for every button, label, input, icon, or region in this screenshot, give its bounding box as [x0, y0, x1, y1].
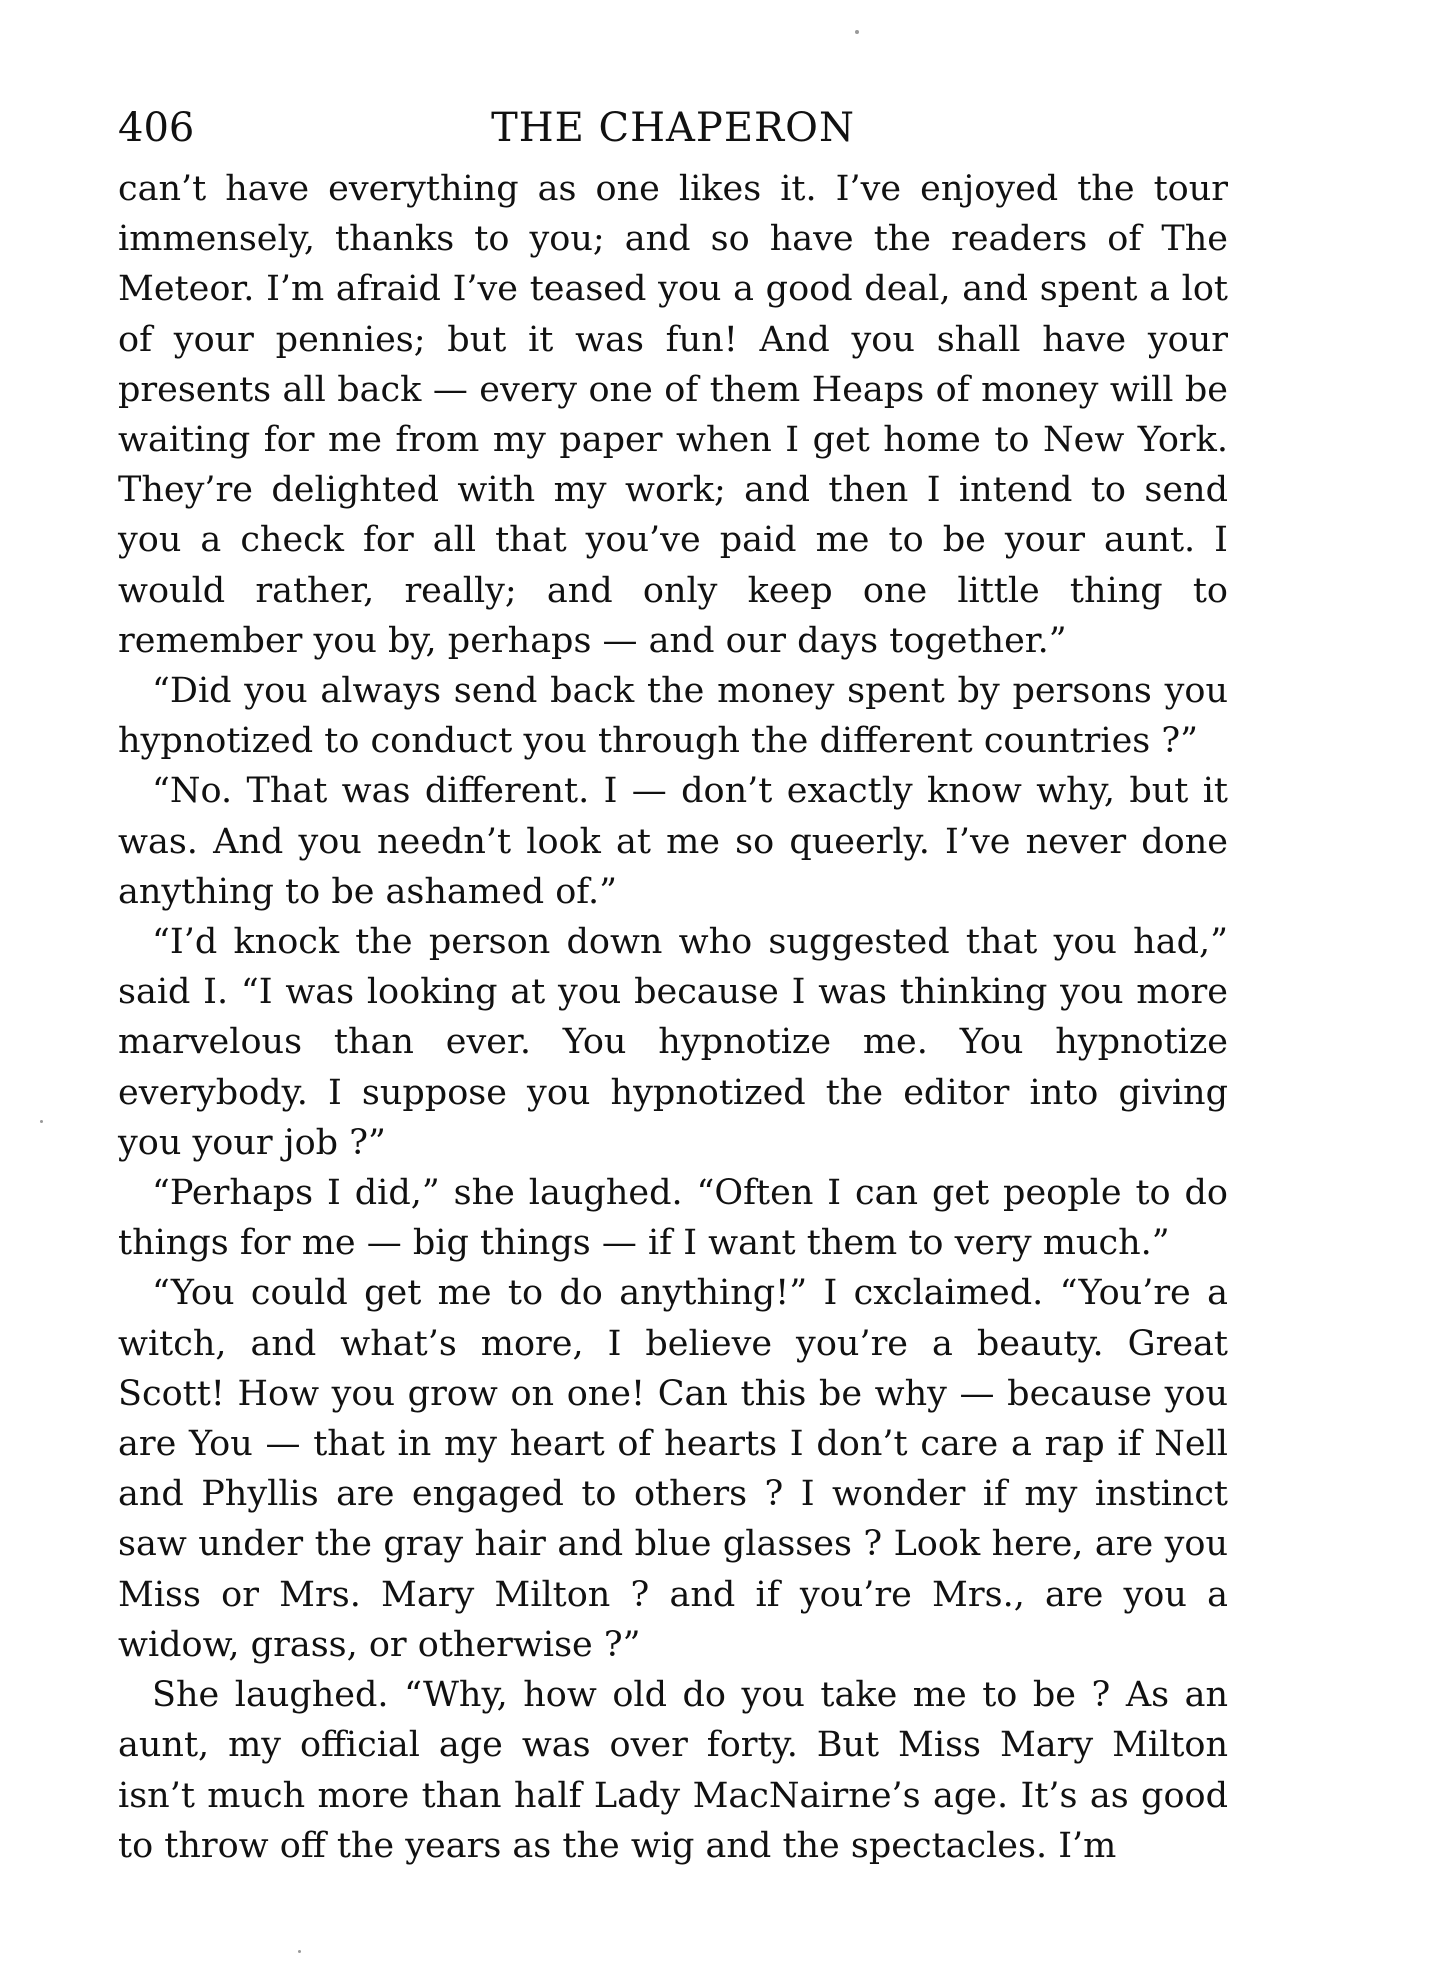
speck-mark: [855, 30, 859, 34]
paragraph: “I’d knock the person down who suggested that you had,” said I. “I was looking at you because I was thinking you more marvelous than ever. You hypnotize me. You hypnotize everybody. I suppose you hypnotized the editor into giving you your job ?”: [118, 922, 1228, 1163]
running-title: THE CHAPERON: [491, 105, 855, 151]
body-text: [118, 164, 1228, 1871]
speck-mark: [40, 1120, 43, 1123]
paragraph: “You could get me to do anything!” I cxclaimed. “You’re a witch, and what’s more, I believe you’re a beauty. Great Scott! How you grow on one! Can this be why — because you are You — that in my heart of hearts I don’t care a rap if Nell and Phyllis are engaged to others ? I wonder if my instinct saw under the gray hair and blue glasses ? Look here, are you Miss or Mrs. Mary Milton ? and if you’re Mrs., are you a widow, grass, or otherwise ?”: [118, 1273, 1228, 1665]
paragraph: “No. That was different. I — don’t exactly know why, but it was. And you needn’t look at me so queerly. I’ve never done anything to be ashamed of.”: [118, 771, 1228, 912]
paragraph: can’t have everything as one likes it. I’ve enjoyed the tour immensely, thanks to you; and so have the readers of The Meteor. I’m afraid I’ve teased you a good deal, and spent a lot of your pennies; but it was fun! And you shall have your presents all back — every one of them Heaps of money will be waiting for me from my paper when I get home to New York. They’re delighted with my work; and then I intend to send you a check for all that you’ve paid me to be your aunt. I would rather, really; and only keep one little thing to remember you by, perhaps — and our days together.”: [118, 169, 1228, 661]
paragraph: She laughed. “Why, how old do you take me to be ? As an aunt, my official age was over forty. But Miss Mary Milton isn’t much more than half Lady MacNairne’s age. It’s as good to throw off the years as the wig and the spectacles. I’m: [118, 1675, 1228, 1866]
speck-mark: [298, 1950, 301, 1953]
paragraph: “Perhaps I did,” she laughed. “Often I can get people to do things for me — big things — if I want them to very much.”: [118, 1173, 1228, 1264]
page-number: 406: [118, 105, 195, 151]
paragraph: “Did you always send back the money spent by persons you hypnotized to conduct you through the different countries ?”: [118, 671, 1228, 762]
page-header: [118, 100, 1228, 156]
